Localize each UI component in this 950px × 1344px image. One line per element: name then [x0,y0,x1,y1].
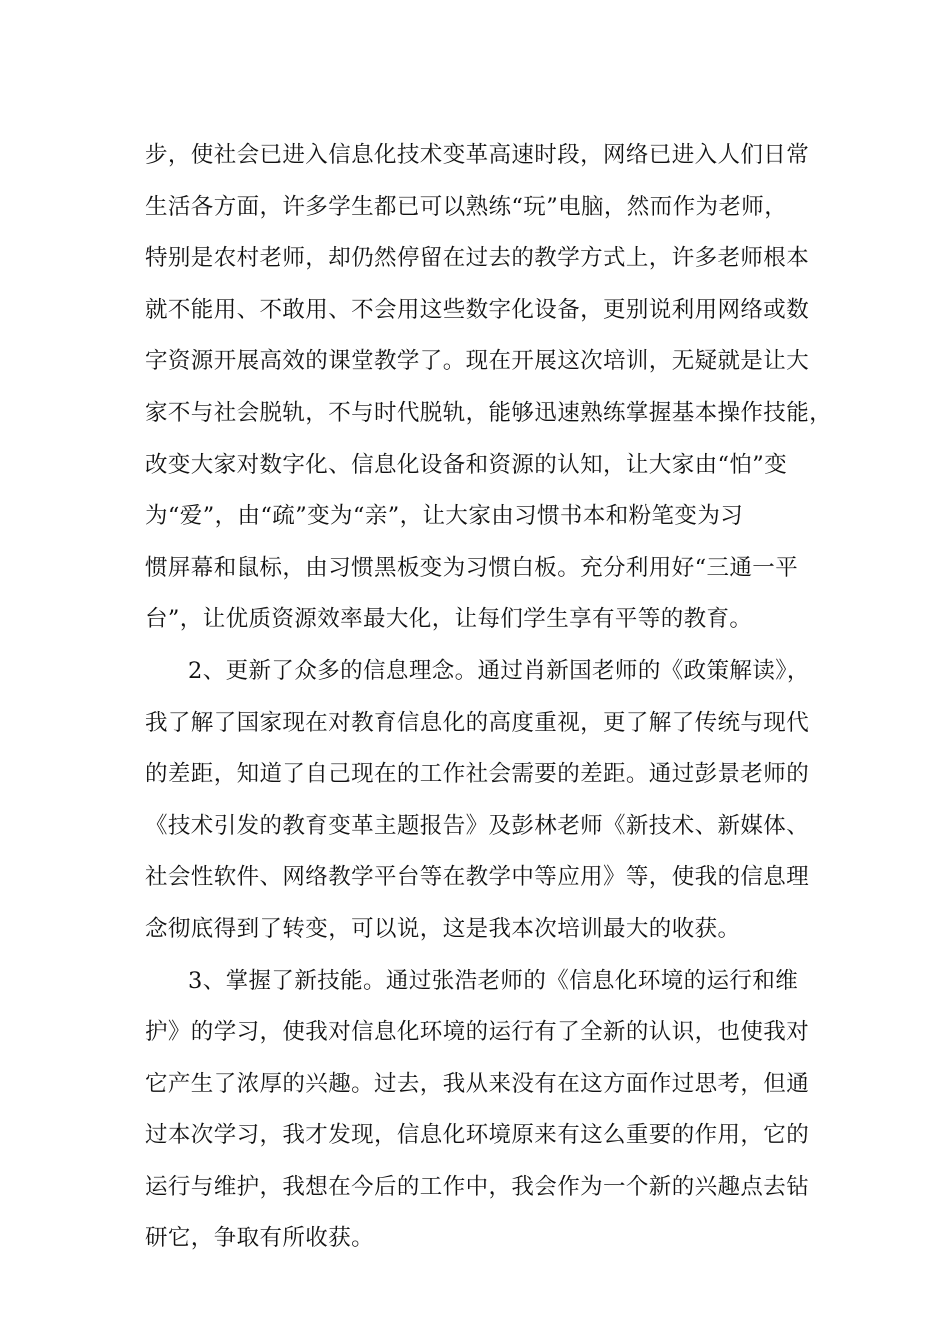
paragraph-1 [145,130,835,646]
paragraph-3 [145,956,835,1266]
text-line: 的差距，知道了自己现在的工作社会需要的差距。通过彭景老师的 [145,761,810,788]
text-line: 家不与社会脱轨，不与时代脱轨，能够迅速熟练掌握基本操作技能， [145,399,833,426]
paragraph-2 [145,646,835,956]
text-line: 我了解了国家现在对教育信息化的高度重视，更了解了传统与现代 [145,709,810,736]
body-text [145,130,835,1265]
text-line: 生活各方面，许多学生都已可以熟练“玩”电脑，然而作为老师， [145,193,788,220]
text-line: 步，使社会已进入信息化技术变革高速时段，网络已进入人们日常 [145,142,810,168]
text-line: 过本次学习，我才发现，信息化环境原来有这么重要的作用，它的 [145,1122,810,1149]
text-line: 惯屏幕和鼠标，由习惯黑板变为习惯白板。充分利用好“三通一平 [145,554,799,581]
text-line: 念彻底得到了转变，可以说，这是我本次培训最大的收获。 [145,915,741,942]
text-line: 护》的学习，使我对信息化环境的运行有了全新的认识，也使我对 [145,1019,810,1046]
text-line: 3、掌握了新技能。通过张浩老师的《信息化环境的运行和维 [188,967,799,994]
text-line: 研它，争取有所收获。 [145,1225,375,1252]
text-line: 它产生了浓厚的兴趣。过去，我从来没有在这方面作过思考，但通 [145,1070,810,1097]
text-line: 运行与维护，我想在今后的工作中，我会作为一个新的兴趣点去钻 [145,1173,810,1200]
text-line: 字资源开展高效的课堂教学了。现在开展这次培训，无疑就是让大 [145,348,810,375]
text-line: 社会性软件、网络教学平台等在教学中等应用》等，使我的信息理 [145,864,810,891]
text-line: 《技术引发的教育变革主题报告》及彭林老师《新技术、新媒体、 [145,812,810,839]
text-line: 就不能用、不敢用、不会用这些数字化设备，更别说利用网络或数 [145,296,810,323]
text-line: 台”，让优质资源效率最大化，让每们学生享有平等的教育。 [145,606,753,633]
text-line: 改变大家对数字化、信息化设备和资源的认知，让大家由“怕”变 [145,451,788,478]
text-line: 2、更新了众多的信息理念。通过肖新国老师的《政策解读》， [188,657,810,684]
text-line: 为“爱”，由“疏”变为“亲”，让大家由习惯书本和粉笔变为习 [145,503,744,530]
text-line: 特别是农村老师，却仍然停留在过去的教学方式上，许多老师根本 [145,245,810,272]
